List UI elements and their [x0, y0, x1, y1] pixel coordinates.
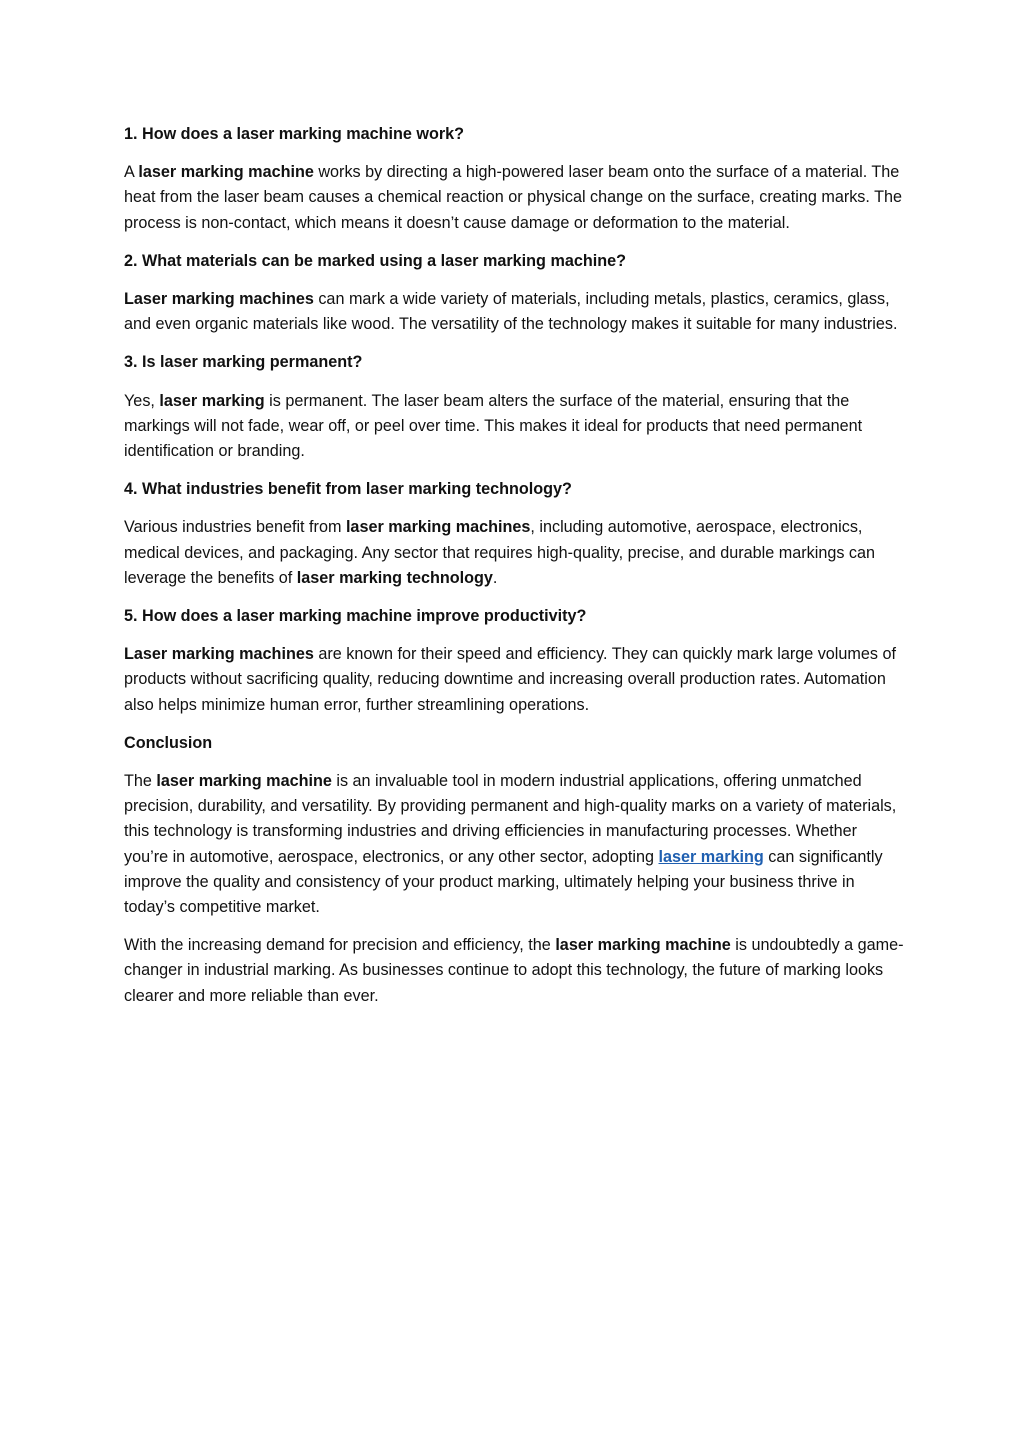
body-paragraph	[124, 515, 904, 591]
bold-keyword: laser marking machine	[138, 163, 314, 182]
body-paragraph	[124, 389, 904, 465]
text-run: , including automotive, aerospace, electronics, medical devices, and packaging. Any sector that requires high-quality, precise, and durable markings can leverage the benefits of	[124, 518, 876, 587]
section-heading: Conclusion	[124, 733, 213, 752]
section-heading: 1. How does a laser marking machine work?	[124, 125, 465, 143]
body-paragraph	[124, 769, 904, 920]
text-run: is undoubtedly a game-changer in industrial marking. As businesses continue to adopt this technology, the future of marking looks clearer and more reliable than ever.	[124, 936, 904, 1005]
bold-keyword: Laser marking machines	[124, 645, 314, 664]
bold-keyword: laser marking machine	[156, 772, 332, 791]
text-run: works by directing a high-powered laser beam onto the surface of a material. The heat from the laser beam causes a chemical reaction or physical change on the surface, creating marks. The process is non-contact, which means it doesn’t cause damage or deformation to the material.	[124, 163, 902, 232]
text-run: A	[124, 163, 139, 182]
section-heading: 4. What industries benefit from laser marking technology?	[124, 480, 572, 499]
text-run: are known for their speed and efficiency. They can quickly mark large volumes of products without sacrificing quality, reducing downtime and increasing overall production rates. Automation also helps minimize human error, further streamlining operations.	[124, 645, 896, 714]
bold-keyword: laser marking machines	[345, 518, 531, 537]
body-paragraph	[124, 287, 904, 337]
laser-marking-link[interactable]: laser marking	[658, 847, 764, 866]
section-heading: 5. How does a laser marking machine improve productivity?	[124, 607, 587, 626]
bold-keyword: laser marking machine	[555, 936, 731, 955]
body-paragraph	[124, 933, 904, 1009]
bold-keyword: laser marking	[159, 391, 265, 410]
body-paragraph	[124, 160, 904, 236]
text-run: The	[124, 772, 157, 791]
section-heading: 3. Is laser marking permanent?	[124, 353, 363, 372]
document-page	[124, 122, 904, 1022]
section-heading: 2. What materials can be marked using a laser marking machine?	[124, 251, 627, 270]
text-run: can mark a wide variety of materials, including metals, plastics, ceramics, glass, and even organic materials like wood. The versatility of the technology makes it suitable for many industries.	[124, 290, 898, 334]
text-run: is an invaluable tool in modern industrial applications, offering unmatched precision, durability, and versatility. By providing permanent and high-quality marks on a variety of materials, this technology is transforming industries and driving efficiencies in manufacturing processes. Whether you’re in automotive, aerospace, electronics, or any other sector, adopting	[124, 772, 897, 866]
text-run: With the increasing demand for precision and efficiency, the	[124, 936, 556, 955]
bold-keyword: laser marking technology	[296, 568, 493, 587]
body-paragraph	[124, 642, 904, 718]
bold-keyword: Laser marking machines	[124, 290, 314, 309]
text-run: can significantly improve the quality and consistency of your product marking, ultimately helping your business thrive in today’s competitive market.	[124, 847, 883, 917]
text-run: is permanent. The laser beam alters the surface of the material, ensuring that the markings will not fade, wear off, or peel over time. This makes it ideal for products that need permanent identification or branding.	[124, 391, 863, 461]
text-run: Various industries benefit from	[124, 518, 346, 537]
text-run: .	[492, 568, 498, 587]
text-run: Yes,	[124, 391, 160, 410]
